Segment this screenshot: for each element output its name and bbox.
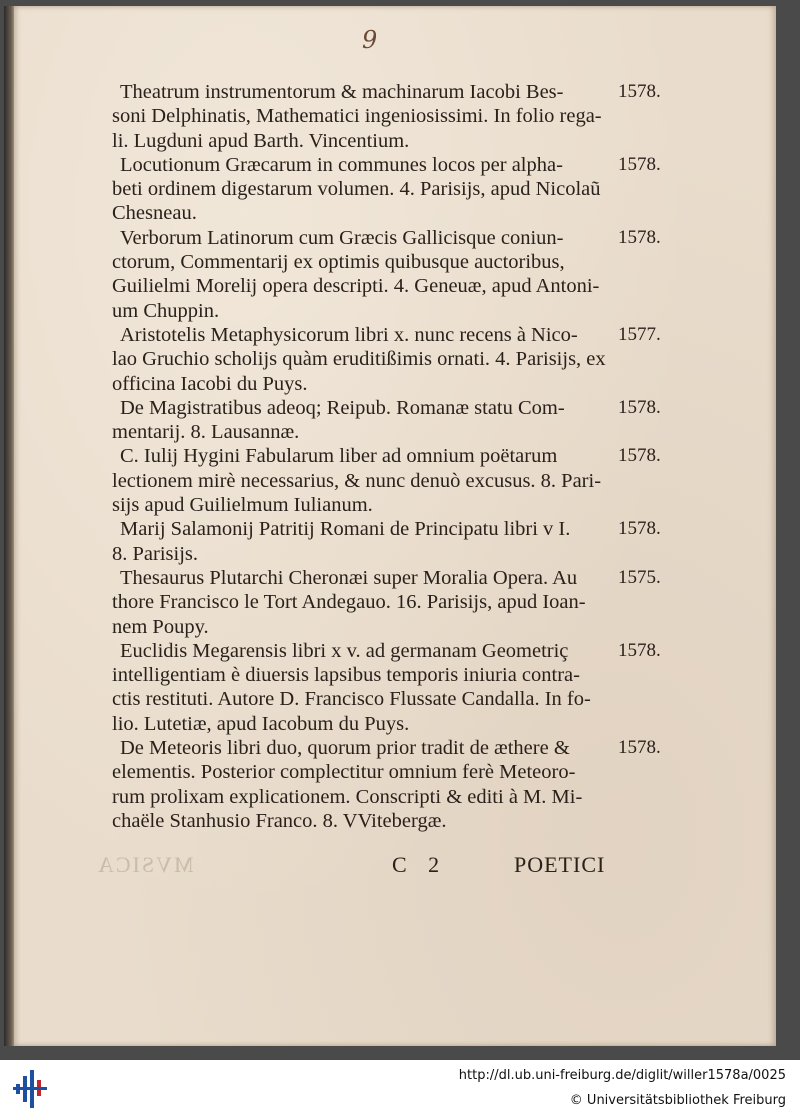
- entry-line: ctis restituti. Autore D. Francisco Flussate Candalla. In fo-: [112, 688, 591, 711]
- entry-year: 1578.: [618, 226, 661, 248]
- entry-title-line: Locutionum Græcarum in communes locos per alpha-: [120, 153, 563, 176]
- entry-line: nem Poupy.: [112, 615, 209, 638]
- entry-line: officina Iacobi du Puys.: [112, 372, 308, 395]
- ub-freiburg-logo-icon[interactable]: [10, 1066, 50, 1110]
- entry-line: lio. Lutetiæ, apud Iacobum du Puys.: [112, 712, 410, 735]
- catalog-entries: [112, 80, 672, 833]
- entry-title-line: Marij Salamonij Patritij Romani de Principatu libri v I.: [120, 518, 571, 541]
- entry-line: Guilielmi Morelij opera descripti. 4. Geneuæ, apud Antoni-: [112, 275, 600, 298]
- entry-line: Chesneau.: [112, 202, 197, 225]
- entry-line: 8. Parisijs.: [112, 542, 198, 565]
- entry-line: thore Francisco le Tort Andegauo. 16. Parisijs, apud Ioan-: [112, 591, 586, 614]
- entry-title-line: De Magistratibus adeoq; Reipub. Romanæ statu Com-: [120, 396, 565, 419]
- entry-title-line: Theatrum instrumentorum & machinarum Iacobi Bes-: [120, 81, 564, 103]
- entry-year: 1578.: [618, 81, 661, 102]
- catalog-entry: [112, 566, 672, 639]
- entry-line: intelligentiam è diuersis lapsibus temporis iniuria contra-: [112, 664, 580, 687]
- entry-line: chaële Stanhusio Franco. 8. VVitebergæ.: [112, 809, 447, 832]
- entry-title-line: C. Iulij Hygini Fabularum liber ad omnium poëtarum: [120, 445, 558, 468]
- catchword: POETICI: [514, 852, 606, 877]
- entry-year: 1578.: [618, 153, 661, 175]
- catchline: [0, 852, 800, 882]
- entry-year: 1577.: [618, 323, 661, 345]
- catalog-entry: [112, 80, 672, 153]
- catalog-entry: [112, 396, 672, 445]
- entry-year: 1575.: [618, 566, 661, 588]
- entry-title-line: Thesaurus Plutarchi Cheronæi super Moralia Opera. Au: [120, 566, 578, 589]
- viewer-footer: [0, 1060, 800, 1116]
- catalog-entry: [112, 153, 672, 226]
- entry-line: rum prolixam explicationem. Conscripti & editi à M. Mi-: [112, 785, 583, 808]
- catalog-entry: [112, 323, 672, 396]
- entry-line: sijs apud Guilielmum Iulianum.: [112, 494, 373, 517]
- copyright-notice: © Universitätsbibliothek Freiburg: [569, 1093, 786, 1108]
- folio-number: 9: [362, 26, 378, 54]
- catalog-entry: [112, 736, 672, 833]
- entry-line: ctorum, Commentarij ex optimis quibusque auctoribus,: [112, 251, 565, 274]
- entry-line: li. Lugduni apud Barth. Vincentium.: [112, 129, 410, 152]
- entry-title-line: De Meteoris libri duo, quorum prior tradit de æthere &: [120, 737, 570, 760]
- permalink-url[interactable]: http://dl.ub.uni-freiburg.de/diglit/willer1578a/0025: [458, 1068, 786, 1083]
- entry-title-line: Aristotelis Metaphysicorum libri x. nunc recens à Nico-: [120, 323, 578, 346]
- entry-line: lectionem mirè necessarius, & nunc denuò excusus. 8. Pari-: [112, 469, 602, 492]
- entry-line: elementis. Posterior complectitur omnium ferè Meteoro-: [112, 761, 576, 784]
- entry-line: lao Gruchio scholijs quàm eruditißimis ornati. 4. Parisijs, ex: [112, 348, 606, 371]
- entry-title-line: Verborum Latinorum cum Græcis Gallicisque coniun-: [120, 226, 564, 249]
- entry-year: 1578.: [618, 737, 661, 759]
- bleed-through-text: MVSICA: [96, 852, 194, 877]
- entry-line: um Chuppin.: [112, 299, 220, 322]
- catalog-entry: [112, 444, 672, 517]
- entry-year: 1578.: [618, 445, 661, 467]
- entry-year: 1578.: [618, 639, 661, 661]
- catalog-entry: [112, 639, 672, 736]
- signature-mark: C 2: [392, 852, 448, 877]
- entry-year: 1578.: [618, 396, 661, 418]
- entry-line: mentarij. 8. Lausannæ.: [112, 421, 300, 444]
- entry-line: beti ordinem digestarum volumen. 4. Parisijs, apud Nicolaũ: [112, 178, 601, 201]
- entry-year: 1578.: [618, 518, 661, 540]
- catalog-entry: [112, 517, 672, 566]
- entry-line: soni Delphinatis, Mathematici ingeniosissimi. In folio rega-: [112, 105, 602, 128]
- entry-title-line: Euclidis Megarensis libri x v. ad germanam Geometriç: [120, 639, 569, 662]
- catalog-entry: [112, 226, 672, 323]
